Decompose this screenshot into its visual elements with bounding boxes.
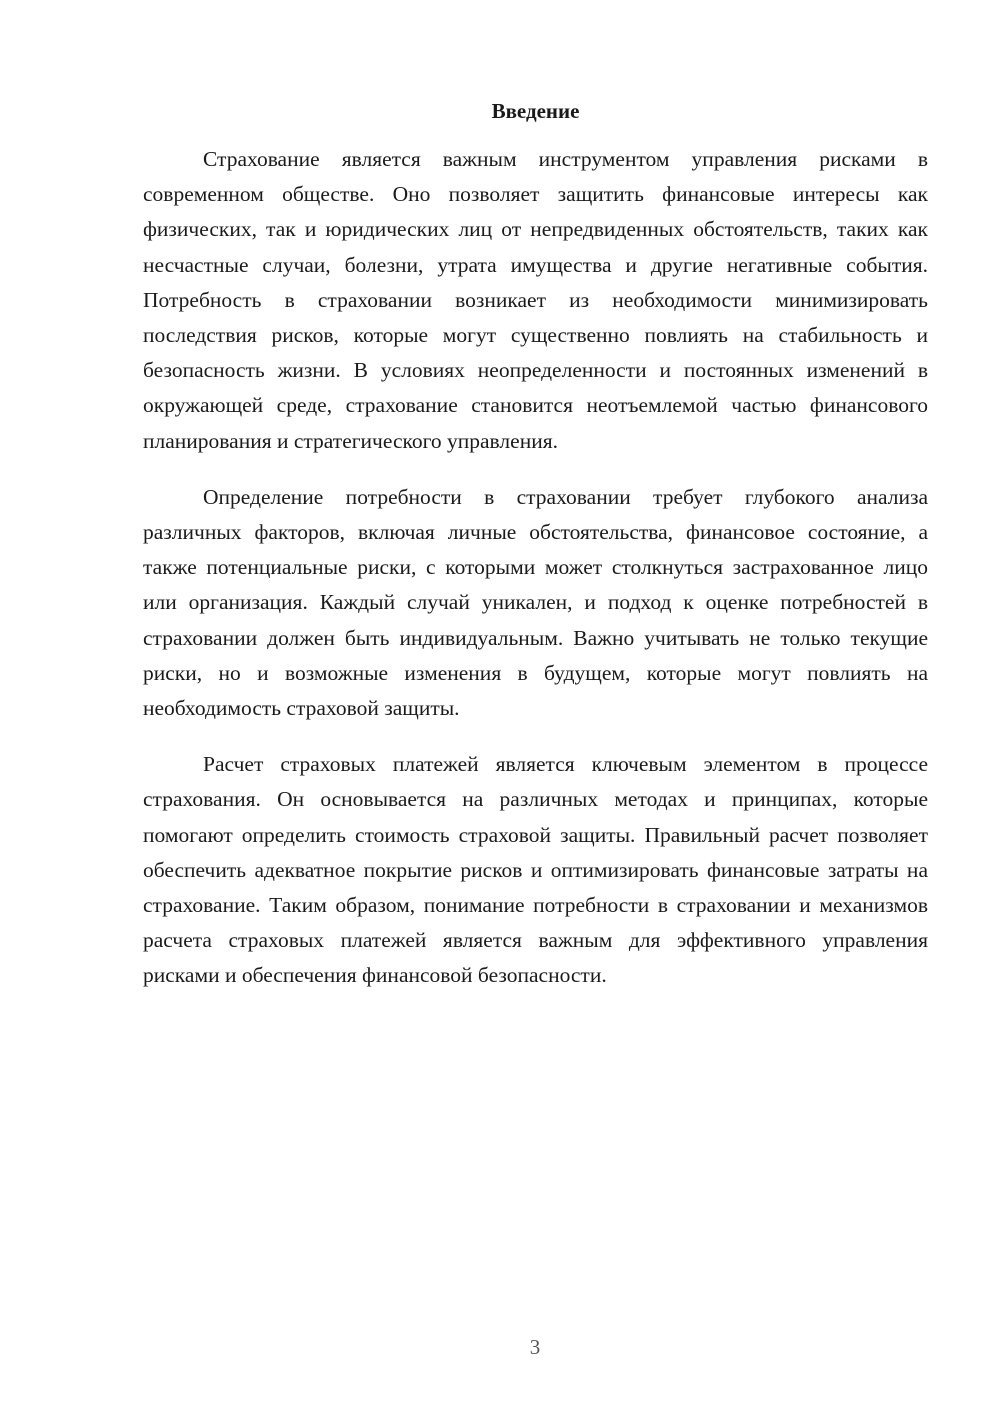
paragraph-insurance-payments: Расчет страховых платежей является ключевым элементом в процессе страхования. Он основывается на различных методах и принципах, которые помогают определить стоимость страховой защиты. Правильный расчет позволяет обеспечить адекватное покрытие рисков и оптимизировать финансовые затраты на страхование. Таким образом, понимание потребности в страховании и механизмов расчета страховых платежей является важным для эффективного управления рисками и обеспечения финансовой безопасности.: [143, 752, 928, 988]
document-page: [143, 96, 928, 1015]
page-number: 3: [529, 1335, 541, 1359]
section-title: Введение: [491, 99, 580, 123]
paragraph-insurance-needs: Определение потребности в страховании требует глубокого анализа различных факторов, включая личные обстоятельства, финансовое состояние, а также потенциальные риски, с которыми может столкнуться застрахованное лицо или организация. Каждый случай уникален, и подход к оценке потребностей в страховании должен быть индивидуальным. Важно учитывать не только текущие риски, но и возможные изменения в будущем, которые могут повлиять на необходимость страховой защиты.: [143, 484, 928, 721]
paragraph-insurance-importance: Страхование является важным инструментом управления рисками в современном обществе. Оно позволяет защитить финансовые интересы как физических, так и юридических лиц от непредвиденных обстоятельств, таких как несчастные случаи, болезни, утрата имущества и другие негативные события. Потребность в страховании возникает из необходимости минимизировать последствия рисков, которые могут существенно повлиять на стабильность и безопасность жизни. В условиях неопределенности и постоянных изменений в окружающей среде, страхование становится неотъемлемой частью финансового планирования и стратегического управления.: [143, 147, 928, 453]
